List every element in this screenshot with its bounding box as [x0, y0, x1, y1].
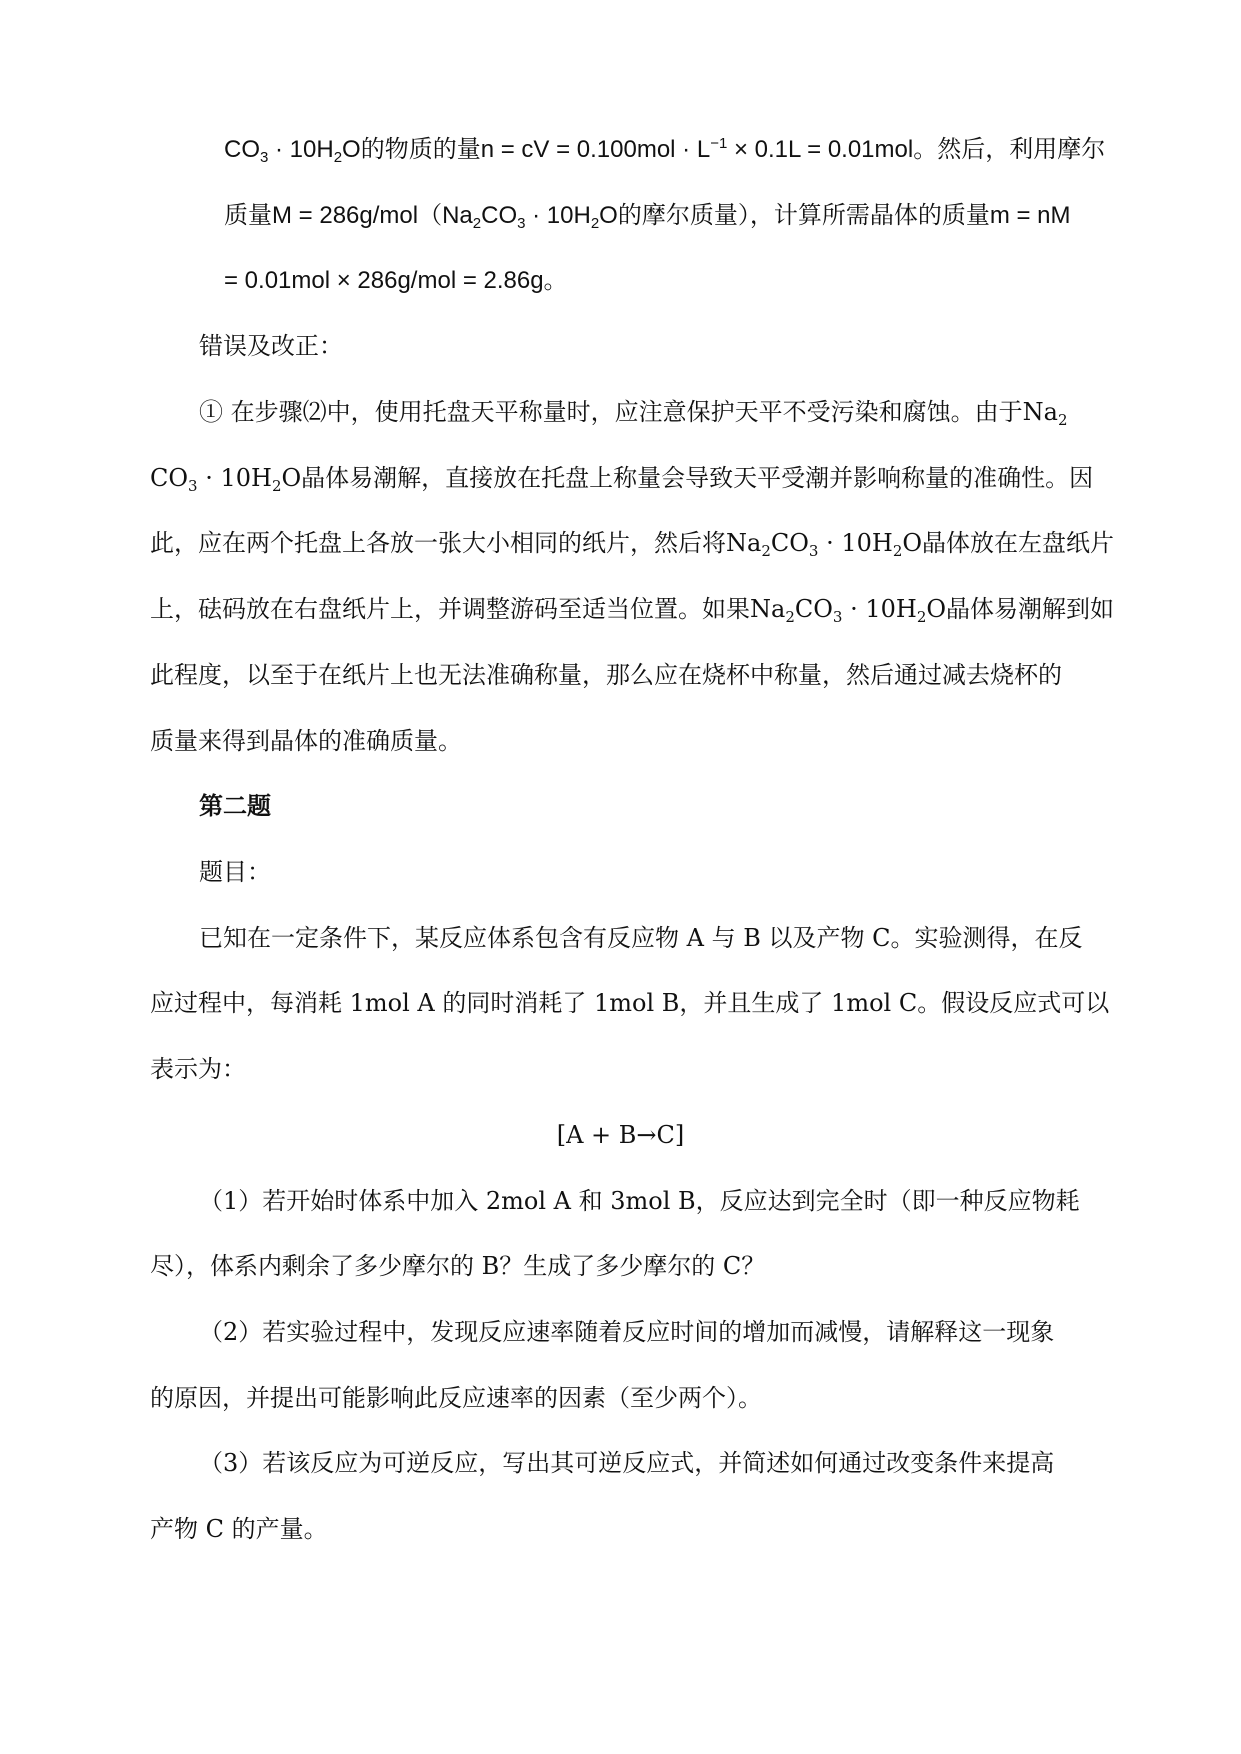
subscript: 2	[472, 215, 482, 232]
subquestion-3-line-2: 产物 C 的产量。	[150, 1515, 328, 1543]
subquestion-2-line-2: 的原因，并提出可能影响此反应速率的因素（至少两个）。	[150, 1384, 762, 1412]
subscript: 2	[916, 608, 927, 626]
text-run: 上，砝码放在右盘纸片上，并调整游码至适当位置。如果Na	[150, 595, 786, 623]
errors-p1-line-4	[150, 592, 1114, 626]
subquestion-3-line-1: （3）若该反应为可逆反应，写出其可逆反应式，并简述如何通过改变条件来提高	[199, 1449, 1055, 1477]
subscript: 2	[1057, 411, 1068, 429]
subscript: 2	[590, 215, 600, 232]
text-run: · 10H	[818, 529, 893, 557]
question-2-label: 题目：	[199, 858, 271, 886]
text-run: CO	[224, 136, 260, 163]
errors-p1-line-5: 此程度，以至于在纸片上也无法准确称量，那么应在烧杯中称量，然后通过减去烧杯的	[150, 661, 1062, 689]
errors-p1-line-2	[150, 461, 1093, 495]
calc-line-2	[224, 199, 1071, 233]
subscript: 2	[333, 149, 343, 166]
text-run: × 0.1L = 0.01mol。然后，利用摩尔	[727, 136, 1106, 163]
superscript: −1	[710, 135, 728, 152]
question-2-title: 第二题	[199, 791, 271, 820]
subquestion-1-line-1: （1）若开始时体系中加入 2mol A 和 3mol B，反应达到完全时（即一种反应物耗	[199, 1187, 1080, 1215]
subscript: 2	[761, 542, 771, 560]
text-run: CO	[481, 202, 518, 229]
subscript: 3	[188, 477, 198, 495]
question-2-intro-line-2: 应过程中，每消耗 1mol A 的同时消耗了 1mol B，并且生成了 1mol C。假设反应式可以	[150, 989, 1110, 1017]
text-run: 此，应在两个托盘上各放一张大小相同的纸片，然后将Na	[150, 529, 762, 557]
question-2-intro-line-1: 已知在一定条件下，某反应体系包含有反应物 A 与 B 以及产物 C。实验测得，在反	[199, 924, 1083, 952]
text-run: O的物质的量n = cV = 0.100mol · L	[342, 136, 711, 163]
errors-p1-line-6: 质量来得到晶体的准确质量。	[150, 727, 462, 755]
subscript: 2	[892, 542, 903, 560]
text-run: 质量M = 286g/mol（Na	[224, 202, 473, 229]
text-run: ① 在步骤⑵中，使用托盘天平称量时，应注意保护天平不受污染和腐蚀。由于Na	[199, 398, 1058, 426]
subscript: 3	[808, 542, 819, 560]
subscript: 2	[785, 608, 795, 626]
errors-heading: 错误及改正：	[199, 332, 343, 360]
errors-p1-line-1	[199, 395, 1067, 429]
question-2-intro-line-3: 表示为：	[150, 1055, 246, 1083]
errors-p1-line-3	[150, 526, 1114, 560]
subscript: 3	[832, 608, 843, 626]
subscript: 2	[271, 477, 282, 495]
text-run: CO	[794, 595, 833, 623]
calc-line-1	[224, 133, 1105, 167]
subquestion-2-line-1: （2）若实验过程中，发现反应速率随着反应时间的增加而减慢，请解释这一现象	[199, 1318, 1055, 1346]
text-run: CO	[770, 529, 809, 557]
text-run: O晶体易潮解，直接放在托盘上称量会导致天平受潮并影响称量的准确性。因	[281, 464, 1094, 492]
text-run: · 10H	[842, 595, 917, 623]
calc-line-3: = 0.01mol × 286g/mol = 2.86g。	[224, 267, 568, 294]
text-run: CO	[150, 464, 189, 492]
text-run: · 10H	[525, 202, 591, 229]
text-run: · 10H	[268, 136, 334, 163]
reaction-equation: [A + B→C]	[556, 1121, 685, 1149]
subscript: 3	[517, 215, 526, 232]
text-run: O晶体易潮解到如	[926, 595, 1115, 623]
text-run: O的摩尔质量），计算所需晶体的质量m = nM	[599, 202, 1071, 229]
subquestion-1-line-2: 尽），体系内剩余了多少摩尔的 B？生成了多少摩尔的 C？	[150, 1252, 766, 1280]
text-run: · 10H	[197, 464, 272, 492]
text-run: O晶体放在左盘纸片	[902, 529, 1115, 557]
subscript: 3	[260, 149, 269, 166]
